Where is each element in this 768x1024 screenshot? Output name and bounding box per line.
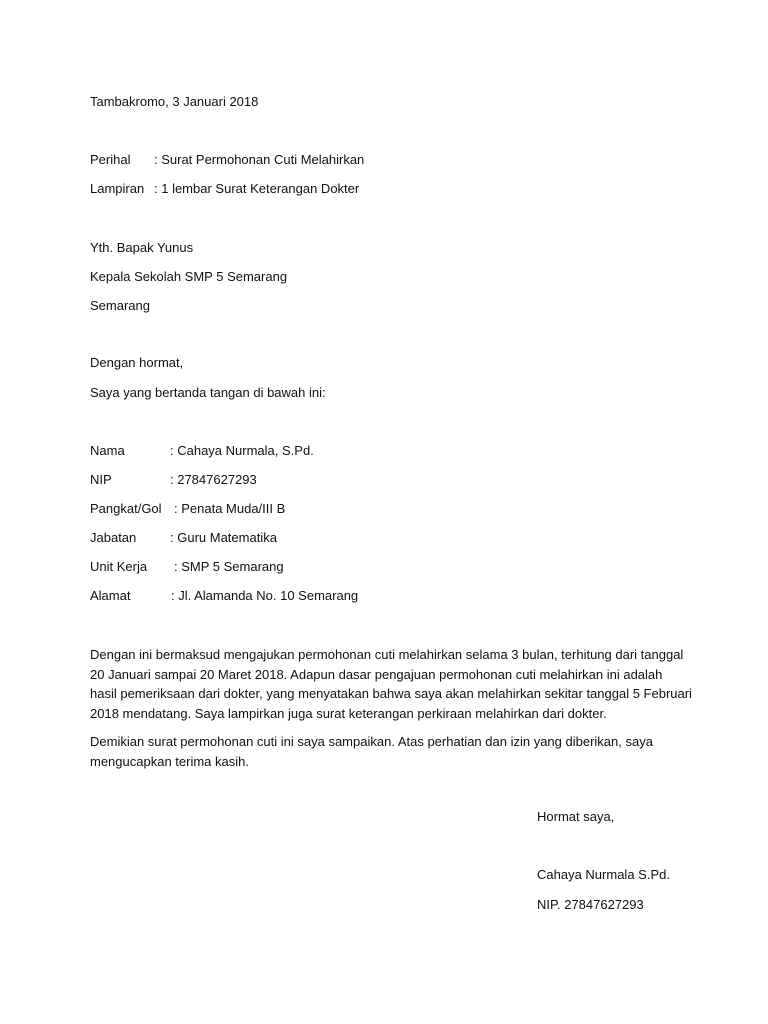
identity-label: Jabatan [90,530,137,545]
identity-label: NIP [90,472,112,487]
recipient-position: Kepala Sekolah SMP 5 Semarang [90,269,288,284]
identity-label: Nama [90,443,125,458]
signature-nip: NIP. 27847627293 [537,897,644,912]
identity-row-nama [90,443,314,459]
place-date: Tambakromo, 3 Januari 2018 [90,94,259,109]
perihal-value: : Surat Permohonan Cuti Melahirkan [154,152,365,167]
body-line: 2018 mendatang. Saya lampirkan juga surat keterangan perkiraan melahirkan dari dokter. [90,705,607,721]
identity-value: : 27847627293 [170,472,257,487]
identity-value: : Jl. Alamanda No. 10 Semarang [171,588,359,603]
body-line: 20 Januari sampai 20 Maret 2018. Adapun dasar pengajuan permohonan cuti melahirkan ini adalah [90,666,663,682]
lampiran-line [90,181,359,197]
identity-row-nip [90,472,257,488]
lampiran-value: : 1 lembar Surat Keterangan Dokter [154,181,360,196]
closing-paragraph [90,732,690,771]
identity-label: Pangkat/Gol [90,501,162,516]
identity-row-unit-kerja [90,559,284,575]
perihal-label: Perihal [90,152,131,167]
identity-value: : Penata Muda/III B [174,501,286,516]
identity-row-alamat [90,588,358,604]
identity-label: Alamat [90,588,131,603]
recipient-name: Yth. Bapak Yunus [90,240,194,255]
identity-row-jabatan [90,530,277,546]
closing-line: mengucapkan terima kasih. [90,753,249,769]
identity-label: Unit Kerja [90,559,148,574]
identity-row-pangkat [90,501,285,517]
perihal-line [90,152,364,168]
lampiran-label: Lampiran [90,181,145,196]
greeting: Dengan hormat, [90,355,184,370]
intro-text: Saya yang bertanda tangan di bawah ini: [90,385,326,400]
body-line: hasil pemeriksaan dari dokter, yang menyatakan bahwa saya akan melahirkan sekitar tanggal 5 Februari [90,686,692,701]
closing-line: Demikian surat permohonan cuti ini saya sampaikan. Atas perhatian dan izin yang diberikan, saya [90,734,653,749]
recipient-city: Semarang [90,298,150,313]
identity-value: : Guru Matematika [170,530,277,545]
signature-closing: Hormat saya, [537,809,615,824]
body-paragraph [90,645,690,723]
body-line: Dengan ini bermaksud mengajukan permohonan cuti melahirkan selama 3 bulan, terhitung dari tanggal [90,647,684,662]
signature-name: Cahaya Nurmala S.Pd. [537,867,670,882]
identity-value: : SMP 5 Semarang [174,559,284,574]
identity-value: : Cahaya Nurmala, S.Pd. [170,443,314,458]
